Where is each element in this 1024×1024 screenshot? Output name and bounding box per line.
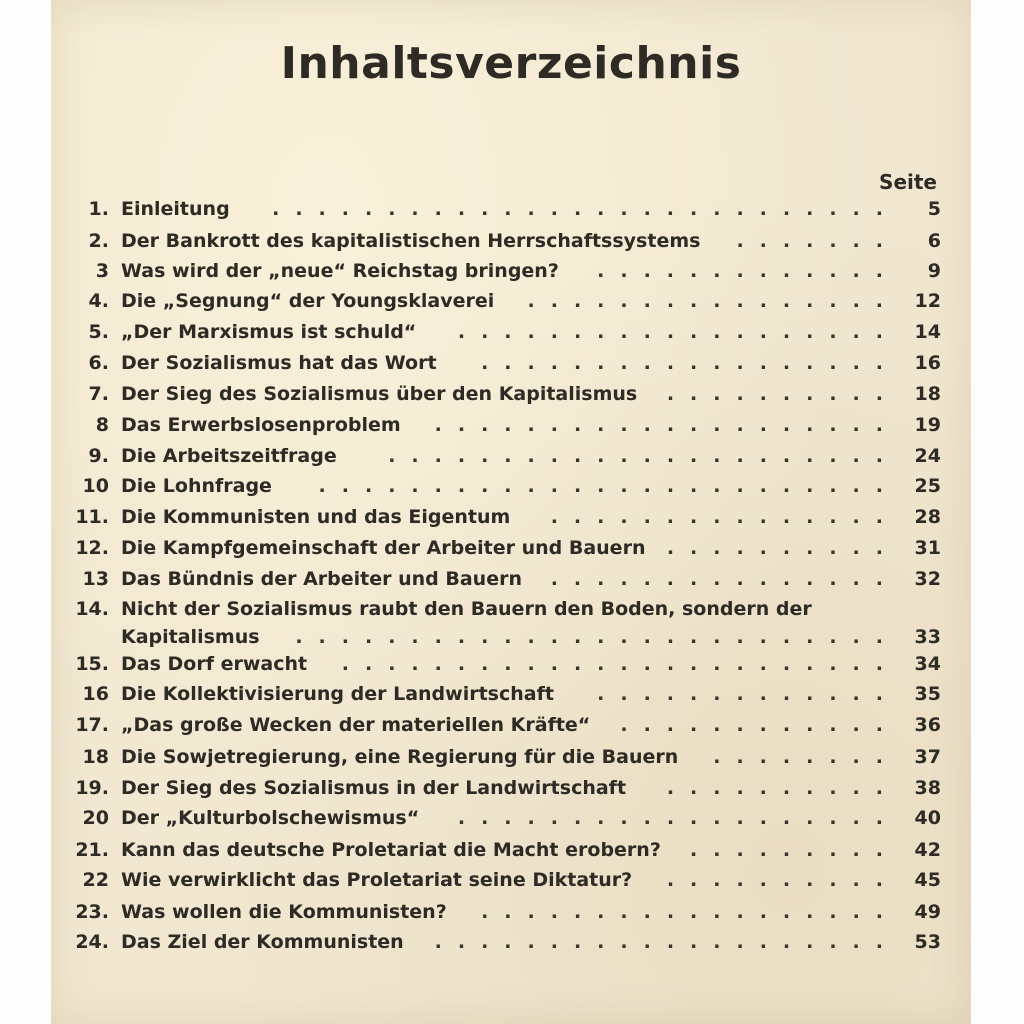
dot-leader: ..........	[666, 777, 899, 799]
toc-entry	[51, 230, 971, 260]
toc-entry-title: Einleitung	[121, 198, 230, 220]
toc-entry	[51, 290, 971, 320]
dot-leader: ..........	[666, 537, 899, 559]
toc-entry-number: 18	[82, 746, 109, 768]
toc-entry-title: „Der Marxismus ist schuld“	[121, 321, 417, 343]
toc-entry-number: 10	[82, 475, 109, 497]
toc-entry-page-number: 14	[914, 321, 941, 343]
dot-leader: ..................	[481, 901, 899, 923]
toc-entry-page-number: 35	[914, 683, 941, 705]
toc-entry-title: Nicht der Sozialismus raubt den Bauern den Boden, sondern der	[121, 598, 812, 620]
toc-entry-number: 24.	[75, 931, 109, 953]
toc-entry-page-number: 19	[914, 414, 941, 436]
toc-entry-title-continued: Kapitalismus	[121, 626, 260, 648]
toc-entry	[51, 598, 971, 648]
toc-entry	[51, 714, 971, 744]
toc-entry	[51, 746, 971, 776]
toc-entry-title: Das Erwerbslosenproblem	[121, 414, 401, 436]
dot-leader: ........................	[341, 653, 899, 675]
dot-leader: ...................	[457, 807, 899, 829]
toc-entry-number: 15.	[75, 653, 109, 675]
toc-entry-number: 8	[95, 414, 109, 436]
toc-entry	[51, 475, 971, 505]
dot-leader: .......	[736, 230, 899, 252]
toc-entry-page-number: 33	[914, 626, 941, 648]
toc-entry-number: 17.	[75, 714, 109, 736]
toc-entry	[51, 414, 971, 444]
toc-entry-title: „Das große Wecken der materiellen Kräfte“	[121, 714, 591, 736]
toc-entry-number: 5.	[88, 321, 109, 343]
toc-entry	[51, 777, 971, 807]
toc-entry-title: Das Ziel der Kommunisten	[121, 931, 404, 953]
toc-entry-title: Die Kampfgemeinschaft der Arbeiter und Bauern	[121, 537, 646, 559]
dot-leader: ...............	[550, 506, 899, 528]
toc-entry-title: Die Kollektivisierung der Landwirtschaft	[121, 683, 554, 705]
dot-leader: ...............	[550, 568, 899, 590]
dot-leader: ..........................	[295, 626, 899, 648]
toc-entry	[51, 839, 971, 869]
dot-leader: ................	[527, 290, 899, 312]
dot-leader: ...........................	[272, 198, 899, 220]
page-title: Inhaltsverzeichnis	[280, 38, 742, 89]
toc-entry-number: 4.	[88, 290, 109, 312]
toc-entry-page-number: 31	[914, 537, 941, 559]
book-page	[51, 0, 971, 1024]
toc-entry	[51, 807, 971, 837]
toc-entry-number: 19.	[75, 777, 109, 799]
dot-leader: ............	[620, 714, 899, 736]
page-column-header: Seite	[879, 170, 937, 194]
toc-entry-title: Das Bündnis der Arbeiter und Bauern	[121, 568, 522, 590]
dot-leader: ..................	[481, 352, 899, 374]
table-of-contents	[51, 0, 971, 1024]
toc-entry-title: Der Sieg des Sozialismus in der Landwirtschaft	[121, 777, 627, 799]
toc-entry-number: 16	[82, 683, 109, 705]
toc-entry-number: 14.	[75, 598, 109, 620]
toc-entry	[51, 445, 971, 475]
toc-entry-number: 1.	[88, 198, 109, 220]
toc-entry-number: 13	[82, 568, 109, 590]
toc-entry	[51, 931, 971, 961]
toc-entry	[51, 901, 971, 931]
toc-entry-page-number: 45	[914, 869, 941, 891]
dot-leader: ........	[713, 746, 899, 768]
toc-entry-page-number: 24	[914, 445, 941, 467]
toc-entry-title: Das Dorf erwacht	[121, 653, 308, 675]
toc-entry-page-number: 40	[914, 807, 941, 829]
toc-entry-page-number: 42	[914, 839, 941, 861]
toc-entry-page-number: 49	[914, 901, 941, 923]
toc-entry-title: Kann das deutsche Proletariat die Macht erobern?	[121, 839, 661, 861]
toc-entry-title: Was wollen die Kommunisten?	[121, 901, 447, 923]
toc-entry-title: Wie verwirklicht das Proletariat seine Diktatur?	[121, 869, 633, 891]
toc-entry-page-number: 28	[914, 506, 941, 528]
toc-entry-page-number: 38	[914, 777, 941, 799]
toc-entry-title: Die Lohnfrage	[121, 475, 272, 497]
toc-entry-number: 6.	[88, 352, 109, 374]
toc-entry	[51, 683, 971, 713]
toc-entry-number: 3	[95, 260, 109, 282]
toc-entry-page-number: 16	[914, 352, 941, 374]
toc-entry-title: Die Kommunisten und das Eigentum	[121, 506, 511, 528]
dot-leader: ....................	[434, 931, 899, 953]
toc-entry-number: 7.	[88, 383, 109, 405]
toc-entry-page-number: 34	[914, 653, 941, 675]
dot-leader: ..........	[666, 383, 899, 405]
dot-leader: .............	[597, 260, 899, 282]
toc-entry-page-number: 53	[914, 931, 941, 953]
toc-entry	[51, 260, 971, 290]
toc-entry	[51, 869, 971, 899]
toc-entry-title: Die Arbeitszeitfrage	[121, 445, 337, 467]
toc-entry-page-number: 37	[914, 746, 941, 768]
toc-entry-page-number: 9	[927, 260, 941, 282]
toc-entry-page-number: 12	[914, 290, 941, 312]
toc-entry-number: 23.	[75, 901, 109, 923]
toc-entry-page-number: 6	[927, 230, 941, 252]
toc-entry	[51, 537, 971, 567]
toc-entry-title: Der Sieg des Sozialismus über den Kapitalismus	[121, 383, 638, 405]
dot-leader: .............	[597, 683, 899, 705]
toc-entry-page-number: 36	[914, 714, 941, 736]
dot-leader: ......................	[388, 445, 899, 467]
toc-entry	[51, 352, 971, 382]
toc-entry	[51, 198, 971, 228]
dot-leader: .........................	[318, 475, 899, 497]
toc-entry-number: 2.	[88, 230, 109, 252]
toc-entry-page-number: 25	[914, 475, 941, 497]
toc-entry-title: Der Sozialismus hat das Wort	[121, 352, 437, 374]
dot-leader: ....................	[434, 414, 899, 436]
toc-entry-title: Der Bankrott des kapitalistischen Herrschaftssystems	[121, 230, 701, 252]
toc-entry-number: 22	[82, 869, 109, 891]
toc-entry	[51, 568, 971, 598]
dot-leader: ...................	[457, 321, 899, 343]
toc-entry-page-number: 5	[927, 198, 941, 220]
toc-entry-title: Die „Segnung“ der Youngsklaverei	[121, 290, 495, 312]
toc-entry-number: 9.	[88, 445, 109, 467]
dot-leader: .........	[690, 839, 899, 861]
toc-entry-page-number: 18	[914, 383, 941, 405]
toc-entry-number: 21.	[75, 839, 109, 861]
toc-entry-number: 12.	[75, 537, 109, 559]
toc-entry-title: Der „Kulturbolschewismus“	[121, 807, 420, 829]
dot-leader: ..........	[666, 869, 899, 891]
toc-entry	[51, 653, 971, 683]
toc-entry-number: 11.	[75, 506, 109, 528]
toc-entry	[51, 383, 971, 413]
toc-entry	[51, 321, 971, 351]
toc-entry-title: Was wird der „neue“ Reichstag bringen?	[121, 260, 559, 282]
toc-entry-number: 20	[82, 807, 109, 829]
toc-entry-page-number: 32	[914, 568, 941, 590]
toc-entry-title: Die Sowjetregierung, eine Regierung für die Bauern	[121, 746, 679, 768]
toc-entry	[51, 506, 971, 536]
